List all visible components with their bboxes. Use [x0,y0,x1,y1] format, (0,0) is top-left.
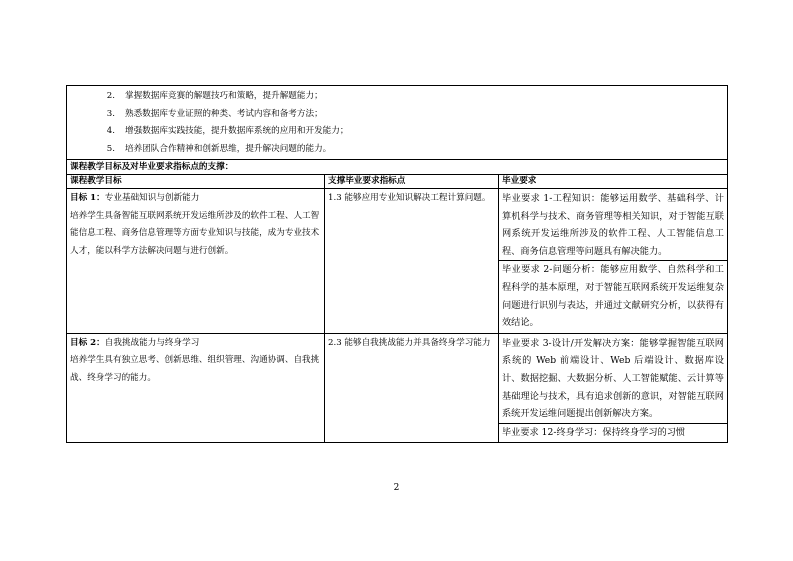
objective-item [71,123,723,141]
objective-text: 增强数据库实践技能，提升数据库系统的应用和开发能力； [125,126,349,136]
objective-number: 2. [106,91,115,101]
table-row [67,189,728,334]
curriculum-table [66,85,728,443]
requirement-cell [499,189,728,334]
objective-name: 自我挑战能力与终身学习 [104,337,200,348]
objectives-list-row [67,86,728,160]
objective-title: 目标 1： [70,193,105,203]
section-header-row [67,160,728,175]
requirement-entry: 毕业要求 2-问题分析：能够应用数学、自然科学和工程科学的基本原理，对于智能互联网系统开发运维复杂问题进行识别与表达，并通过文献研究分析，以获得有效结论。 [502,264,724,329]
requirement-entry: 毕业要求 12-终身学习：保持终身学习的习惯 [502,426,686,438]
objective-text: 熟悉数据库专业证照的种类、考试内容和备考方法； [125,108,323,119]
column-header-requirement: 毕业要求 [499,175,728,189]
column-header-row [67,175,728,189]
table-row [67,333,728,443]
objective-item [71,141,723,159]
indicator-cell: 2.3 能够自我挑战能力并具备终身学习能力 [325,333,499,443]
requirement-entry: 毕业要求 3-设计/开发解决方案：能够掌握智能互联网系统的 Web 前端设计、Web 后端设计、数据库设计、数据挖掘、大数据分析、人工智能赋能、云计算等基础理论与技术，具有追求创新的意识，对智能互联网系统开发运维问题提出创新解决方案。 [499,335,727,424]
objective-description: 培养学生具有独立思考、创新思维、组织管理、沟通协调、自我挑战、终身学习的能力。 [70,355,320,383]
objective-text: 掌握数据库竞赛的解题技巧和策略，提升解题能力； [125,91,323,101]
objective-name: 专业基础知识与创新能力 [104,193,200,203]
objective-text: 培养团队合作精神和创新思维，提升解决问题的能力。 [125,143,332,154]
requirement-cell [499,333,728,443]
indicator-cell: 1.3 能够应用专业知识解决工程计算问题。 [325,189,499,334]
objectives-list-cell [67,86,728,160]
requirement-entry: 毕业要求 1-工程知识：能够运用数学、基础科学、计算机科学与技术、商务管理等相关知识，对于智能互联网系统开发运维所涉及的软件工程、人工智能信息工程、商务信息管理等问题具有解决能力。 [499,190,727,261]
column-header-objective: 课程教学目标 [67,175,325,189]
objective-item [71,106,723,124]
objective-description: 培养学生具备智能互联网系统开发运维所涉及的软件工程、人工智能信息工程、商务信息管理等方面专业知识与技能，成为专业技术人才，能以科学方法解决问题与进行创新。 [70,210,320,256]
page-number: 2 [393,483,400,493]
objective-cell [67,189,325,334]
objective-item [71,88,723,106]
column-header-indicator: 支撑毕业要求指标点 [325,175,499,189]
objective-number: 4. [106,126,115,136]
objective-cell [67,333,325,443]
objective-title: 目标 2： [70,337,105,348]
objective-number: 5. [106,143,115,154]
objective-number: 3. [106,108,115,119]
section-header: 课程教学目标及对毕业要求指标点的支撑： [67,160,728,175]
